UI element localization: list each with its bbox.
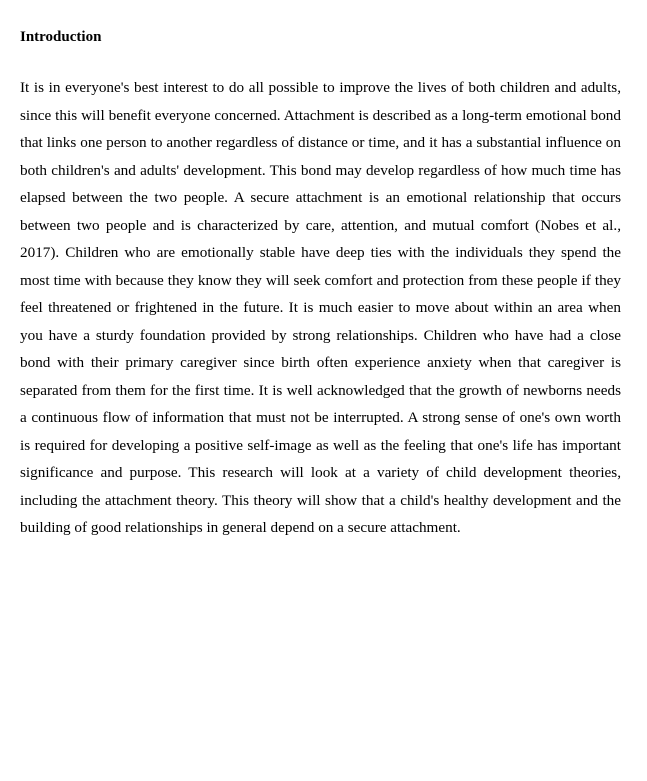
section-heading: Introduction [20,29,102,45]
introduction-paragraph: It is in everyone's best interest to do all possible to improve the lives of both children and adults, since this will benefit everyone concerned. Attachment is described as a long-term emotional bond that links one person to another regardless of distance or time, and it has a substantial influence on both children's and adults' development. This bond may develop regardless of how much time has elapsed between the two people. A secure attachment is an emotional relationship that occurs between two people and is characterized by care, attention, and mutual comfort (Nobes et al., 2017). Children who are emotionally stable have deep ties with the individuals they spend the most time with because they know they will seek comfort and protection from these people if they feel threatened or frightened in the future. It is much easier to move about within an area when you have a sturdy foundation provided by strong relationships. Children who have had a close bond with their primary caregiver since birth often experience anxiety when that caregiver is separated from them for the first time. It is well acknowledged that the growth of newborns needs a continuous flow of information that must not be interrupted. A strong sense of one's own worth is required for developing a positive self-image as well as the feeling that one's life has important significance and purpose. This research will look at a variety of child development theories, including the attachment theory. This theory will show that a child's healthy development and the building of good relationships in general depend on a secure attachment. [20,79,621,536]
